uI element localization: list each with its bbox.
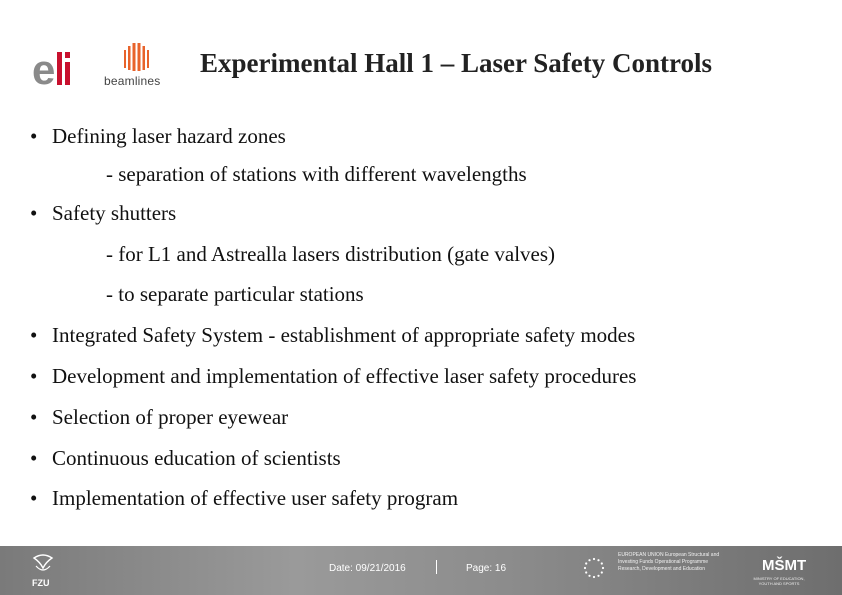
bullet-icon: • (30, 446, 38, 470)
bullet-icon: • (30, 124, 38, 148)
footer-bar (0, 546, 842, 595)
sub-item: - separation of stations with different wavelengths (106, 162, 527, 186)
bullet-item: • Implementation of effective user safety program (30, 486, 459, 510)
footer-separator (436, 560, 437, 574)
bullet-item: • Integrated Safety System - establishment of appropriate safety modes (30, 323, 636, 347)
bullet-icon: • (30, 201, 38, 225)
svg-text:e: e (32, 46, 56, 93)
ministry-text: MINISTRY OF EDUCATION, YOUTH AND SPORTS (753, 576, 805, 586)
bullet-icon: • (30, 323, 38, 347)
svg-text:FZU: FZU (32, 578, 50, 588)
bullet-item: • Selection of proper eyewear (30, 405, 289, 429)
svg-text:MŠMT: MŠMT (762, 557, 807, 574)
bullet-item: • Continuous education of scientists (30, 446, 341, 470)
eu-funding-text: EUROPEAN UNION European Structural and Investing Funds Operational Programme Research, Development and Education (618, 552, 720, 572)
eli-logo (32, 44, 78, 93)
msmt-logo (760, 552, 807, 574)
page-title: Experimental Hall 1 – Laser Safety Controls (200, 48, 712, 78)
bullet-icon: • (30, 486, 38, 510)
bullet-icon: • (30, 364, 38, 388)
sub-item: - to separate particular stations (106, 282, 364, 306)
bullet-item: • Development and implementation of effective laser safety procedures (30, 364, 637, 388)
footer-date: Date: 09/21/2016 (329, 563, 406, 574)
footer-page-number: Page: 16 (466, 563, 507, 574)
bullet-item: • Defining laser hazard zones (30, 124, 286, 148)
bullet-item: • Safety shutters (30, 201, 177, 225)
fzu-logo (30, 554, 56, 588)
bullet-icon: • (30, 405, 38, 429)
sub-item: - for L1 and Astrealla lasers distribution (gate valves) (106, 242, 556, 266)
eu-flag-icon (582, 556, 606, 580)
beamlines-logo-text: beamlines (104, 74, 161, 88)
